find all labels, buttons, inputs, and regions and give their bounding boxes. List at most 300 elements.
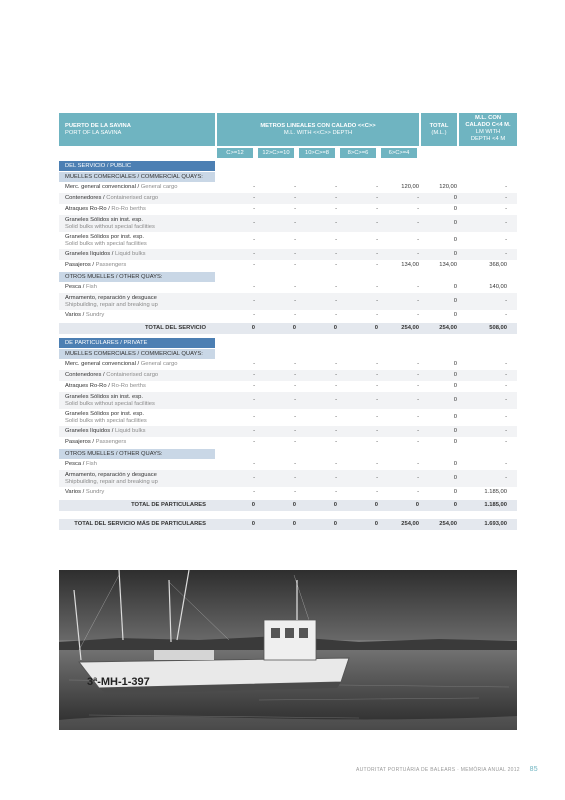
row-value-2: - (335, 237, 337, 243)
row-value-4: - (417, 361, 419, 367)
row-label (65, 260, 126, 271)
row-value-5: 0 (453, 397, 457, 403)
row-label-en: Solid bulks with special facilities (65, 417, 147, 424)
row-value-4: - (417, 383, 419, 389)
row-label-es: Atraques Ro-Ro (65, 383, 107, 389)
row-label (65, 370, 158, 381)
row-value-2: - (335, 312, 337, 318)
row-value-2: - (335, 206, 337, 212)
row-label-separator: / (110, 251, 115, 257)
row-value-3: - (376, 475, 378, 481)
header-total-label (421, 123, 457, 137)
row-label-en: Passengers (95, 439, 127, 445)
row-value-0: - (253, 414, 255, 420)
row-label-en: Fish (85, 461, 97, 467)
row-label-en: Containerised cargo (106, 372, 159, 378)
row-value-1: - (294, 428, 296, 434)
row-value-0: - (253, 195, 255, 201)
row-label-es: Pesca (65, 461, 82, 467)
depth-columns (59, 148, 517, 159)
row-value-5: 0 (453, 312, 457, 318)
row-value-0: - (253, 184, 255, 190)
table-row (59, 470, 517, 487)
row-value-6: - (505, 237, 507, 243)
row-value-2: - (335, 251, 337, 257)
row-value-6: - (505, 383, 507, 389)
row-value-3: - (376, 184, 378, 190)
row-value-5: 0 (453, 461, 457, 467)
table-row (59, 215, 517, 232)
row-value-5: 0 (453, 298, 457, 304)
servicio-otros-es: OTROS MUELLES (65, 274, 115, 280)
total-value-2: 0 (333, 521, 337, 527)
table-row (59, 487, 517, 498)
particulares-otros-rows (59, 459, 517, 498)
grand-total-row (59, 519, 517, 530)
header-port-en: PORT OF LA SAVINA (65, 130, 122, 136)
table-row (59, 182, 517, 193)
row-value-0: - (253, 312, 255, 318)
row-value-6: - (505, 312, 507, 318)
row-value-3: - (376, 206, 378, 212)
row-label-es: Graneles Sólidos sin inst. esp. (65, 393, 143, 400)
row-value-3: - (376, 383, 378, 389)
row-value-5: 0 (453, 439, 457, 445)
row-value-4: 120,00 (401, 184, 419, 190)
row-value-5: 0 (453, 383, 457, 389)
particulares-otros-es: OTROS MUELLES (65, 451, 115, 457)
row-value-4: - (417, 220, 419, 226)
row-value-4: - (417, 237, 419, 243)
header-metros-en: M.L. WITH <<C>> DEPTH (283, 130, 353, 136)
row-value-5: 0 (453, 220, 457, 226)
row-label-separator: / (81, 461, 86, 467)
row-value-2: - (335, 489, 337, 495)
row-value-6: 140,00 (489, 284, 507, 290)
row-value-2: - (335, 397, 337, 403)
header-shallow-label (459, 115, 517, 143)
row-value-0: - (253, 237, 255, 243)
row-label (65, 459, 97, 470)
section-servicio-es: DEL SERVICIO (65, 163, 106, 169)
table-row (59, 310, 517, 321)
row-label-es: Contenedores (65, 195, 102, 201)
total-value-1: 0 (292, 325, 296, 331)
row-label-es: Pasajeros (65, 439, 91, 445)
row-label (65, 359, 177, 370)
particulares-otros-header: OTROS MUELLES / OTHER QUAYS: (59, 449, 215, 459)
total-value-2: 0 (333, 325, 337, 331)
row-value-0: - (253, 298, 255, 304)
row-label-es: Graneles líquidos (65, 428, 111, 434)
row-value-1: - (294, 383, 296, 389)
total-value-4: 0 (415, 502, 419, 508)
total-value-3: 0 (374, 521, 378, 527)
table-row (59, 392, 517, 409)
row-value-4: - (417, 397, 419, 403)
row-label-en: Shipbuilding, repair and breaking up (65, 478, 158, 485)
row-value-6: - (505, 251, 507, 257)
particulares-comerciales-es: MUELLES COMERCIALES (65, 351, 136, 357)
row-value-2: - (335, 439, 337, 445)
row-label-es: Armamento, reparación y desguace (65, 471, 157, 478)
row-value-4: - (417, 428, 419, 434)
row-value-4: - (417, 414, 419, 420)
row-label (65, 234, 147, 248)
row-value-1: - (294, 251, 296, 257)
row-value-6: - (505, 361, 507, 367)
header-ml-en-2: DEPTH <4 M (470, 136, 506, 142)
row-value-0: - (253, 475, 255, 481)
total-value-6: 508,00 (489, 325, 507, 331)
row-value-0: - (253, 220, 255, 226)
table-row (59, 193, 517, 204)
quay-length-table (59, 113, 517, 530)
row-label-en: Passengers (95, 262, 127, 268)
row-value-3: - (376, 284, 378, 290)
row-value-1: - (294, 195, 296, 201)
row-label-separator: / (101, 195, 107, 201)
particulares-comerciales-header: MUELLES COMERCIALES / COMMERCIAL QUAYS: (59, 349, 215, 359)
row-value-4: - (417, 284, 419, 290)
row-label (65, 249, 146, 260)
row-value-1: - (294, 361, 296, 367)
row-label-en: Solid bulks with special facilities (65, 240, 147, 247)
row-label-en: Sundry (85, 312, 105, 318)
row-label (65, 217, 155, 231)
row-label (65, 437, 126, 448)
row-value-5: 0 (453, 361, 457, 367)
row-label-separator: / (90, 262, 96, 268)
header-ml-es-1: M.L. CON (474, 115, 502, 121)
row-value-1: - (294, 262, 296, 268)
row-value-4: - (417, 372, 419, 378)
row-label-en: Ro-Ro berths (111, 383, 146, 389)
row-label-separator: / (81, 312, 86, 318)
row-value-1: - (294, 184, 296, 190)
row-label-separator: / (81, 284, 86, 290)
row-label-es: Pasajeros (65, 262, 91, 268)
row-value-4: - (417, 312, 419, 318)
row-value-2: - (335, 195, 337, 201)
row-value-1: - (294, 372, 296, 378)
row-label-separator: / (106, 383, 112, 389)
row-label (65, 487, 104, 498)
row-value-4: - (417, 206, 419, 212)
row-value-0: - (253, 489, 255, 495)
row-label-en: General cargo (140, 184, 178, 190)
row-label-en: Liquid bulks (114, 428, 146, 434)
total-value-3: 0 (374, 502, 378, 508)
header-port-label (65, 123, 131, 137)
row-label (65, 182, 177, 193)
row-value-0: - (253, 428, 255, 434)
row-label (65, 282, 97, 293)
row-value-6: - (505, 414, 507, 420)
row-label-en: General cargo (140, 361, 178, 367)
servicio-otros-en: OTHER QUAYS: (119, 274, 163, 280)
row-label-en: Sundry (85, 489, 105, 495)
table-header (59, 113, 517, 146)
row-value-6: - (505, 439, 507, 445)
row-value-0: - (253, 251, 255, 257)
servicio-comerciales-es: MUELLES COMERCIALES (65, 174, 136, 180)
row-value-6: 1.185,00 (484, 489, 507, 495)
row-label-separator: / (135, 361, 141, 367)
servicio-comerciales-rows (59, 182, 517, 271)
row-value-2: - (335, 414, 337, 420)
row-value-3: - (376, 489, 378, 495)
row-value-0: - (253, 383, 255, 389)
particulares-comerciales-rows (59, 359, 517, 448)
header-ml-en-1: LM WITH (475, 129, 501, 135)
row-label-es: Graneles Sólidos por inst. esp. (65, 410, 144, 417)
row-value-5: 0 (453, 372, 457, 378)
table-row (59, 437, 517, 448)
table-row (59, 249, 517, 260)
footer-report: MEMÒRIA ANUAL 2012 (460, 767, 520, 773)
row-value-5: 0 (453, 489, 457, 495)
row-value-0: - (253, 439, 255, 445)
total-value-4: 254,00 (401, 325, 419, 331)
table-row (59, 359, 517, 370)
row-value-4: - (417, 298, 419, 304)
row-value-5: 120,00 (439, 184, 457, 190)
row-label-en: Solid bulks without special facilities (65, 223, 155, 230)
row-value-1: - (294, 397, 296, 403)
row-value-2: - (335, 220, 337, 226)
footer-org: AUTORITAT PORTUÀRIA DE BALEARS (356, 767, 456, 773)
row-value-2: - (335, 298, 337, 304)
row-value-1: - (294, 475, 296, 481)
row-label-en: Solid bulks without special facilities (65, 400, 155, 407)
row-value-0: - (253, 206, 255, 212)
row-value-0: - (253, 262, 255, 268)
total-value-5: 254,00 (439, 521, 457, 527)
section-servicio-header: DEL SERVICIO / PUBLIC (59, 161, 215, 171)
depth-col-4: 6>C>=4 (381, 148, 417, 158)
total-value-5: 254,00 (439, 325, 457, 331)
row-label-es: Graneles Sólidos por inst. esp. (65, 233, 144, 240)
particulares-total-label: TOTAL DE PARTICULARES (131, 502, 206, 508)
row-label (65, 295, 158, 309)
row-label (65, 426, 146, 437)
row-value-1: - (294, 439, 296, 445)
depth-col-1: 12>C>=10 (258, 148, 294, 158)
row-value-3: - (376, 428, 378, 434)
row-value-3: - (376, 195, 378, 201)
row-value-2: - (335, 262, 337, 268)
row-value-2: - (335, 372, 337, 378)
row-label-es: Merc. general convencional (65, 361, 136, 367)
header-total-unit: (M.L.) (431, 130, 447, 136)
row-value-1: - (294, 461, 296, 467)
row-value-3: - (376, 251, 378, 257)
row-value-6: - (505, 397, 507, 403)
row-label-es: Graneles Sólidos sin inst. esp. (65, 216, 143, 223)
depth-col-3: 8>C>=6 (340, 148, 376, 158)
row-label-es: Pesca (65, 284, 82, 290)
row-value-0: - (253, 461, 255, 467)
row-value-3: - (376, 262, 378, 268)
total-value-1: 0 (292, 521, 296, 527)
row-value-6: - (505, 298, 507, 304)
row-value-3: - (376, 361, 378, 367)
row-label-es: Varios (65, 489, 82, 495)
total-value-1: 0 (292, 502, 296, 508)
row-label-en: Ro-Ro berths (111, 206, 146, 212)
row-value-4: 134,00 (401, 262, 419, 268)
row-value-3: - (376, 439, 378, 445)
row-value-1: - (294, 489, 296, 495)
section-particulares-es: DE PARTICULARES (65, 340, 119, 346)
row-value-6: - (505, 195, 507, 201)
table-row (59, 293, 517, 310)
harbor-boat-photo (59, 570, 517, 730)
row-label-en: Liquid bulks (114, 251, 146, 257)
depth-col-0: C>=12 (217, 148, 253, 158)
row-label-separator: / (101, 372, 107, 378)
row-label-en: Containerised cargo (106, 195, 159, 201)
row-label-separator: / (135, 184, 141, 190)
total-value-6: 1.185,00 (484, 502, 507, 508)
row-label (65, 381, 146, 392)
row-value-0: - (253, 361, 255, 367)
table-row (59, 232, 517, 249)
row-label-en: Fish (85, 284, 97, 290)
total-value-4: 254,00 (401, 521, 419, 527)
row-value-3: - (376, 461, 378, 467)
row-value-5: 0 (453, 475, 457, 481)
row-value-3: - (376, 312, 378, 318)
row-value-2: - (335, 461, 337, 467)
section-particulares-header: DE PARTICULARES / PRIVATE (59, 338, 215, 348)
row-label (65, 193, 158, 204)
row-label-en: Shipbuilding, repair and breaking up (65, 301, 158, 308)
total-value-5: 0 (453, 502, 457, 508)
row-label-separator: / (106, 206, 112, 212)
row-value-5: 134,00 (439, 262, 457, 268)
row-value-1: - (294, 237, 296, 243)
row-value-5: 0 (453, 284, 457, 290)
row-label-es: Varios (65, 312, 82, 318)
row-value-6: - (505, 206, 507, 212)
row-value-5: 0 (453, 251, 457, 257)
row-value-5: 0 (453, 237, 457, 243)
row-label-es: Atraques Ro-Ro (65, 206, 107, 212)
header-port-es: PUERTO DE LA SAVINA (65, 123, 131, 129)
row-label-es: Contenedores (65, 372, 102, 378)
row-value-6: - (505, 475, 507, 481)
servicio-otros-header: OTROS MUELLES / OTHER QUAYS: (59, 272, 215, 282)
section-particulares-en: PRIVATE (123, 340, 148, 346)
header-metros-es: METROS LINEALES CON CALADO <<C>> (260, 123, 376, 129)
particulares-comerciales-en: COMMERCIAL QUAYS: (140, 351, 203, 357)
particulares-otros-en: OTHER QUAYS: (119, 451, 163, 457)
row-value-5: 0 (453, 414, 457, 420)
row-label (65, 394, 155, 408)
header-ml-es-2: CALADO C<4 M. (465, 122, 511, 128)
table-row (59, 260, 517, 271)
row-value-5: 0 (453, 428, 457, 434)
table-row (59, 204, 517, 215)
row-label-es: Merc. general convencional (65, 184, 136, 190)
table-row (59, 426, 517, 437)
row-label (65, 472, 158, 486)
table-row (59, 381, 517, 392)
row-value-6: - (505, 220, 507, 226)
row-value-4: - (417, 439, 419, 445)
page-footer (356, 766, 538, 773)
table-row (59, 282, 517, 293)
row-value-6: - (505, 428, 507, 434)
servicio-total-row (59, 323, 517, 334)
row-value-4: - (417, 461, 419, 467)
particulares-total-row (59, 500, 517, 511)
section-servicio-en: PUBLIC (110, 163, 132, 169)
total-value-0: 0 (251, 325, 255, 331)
row-label-es: Graneles líquidos (65, 251, 111, 257)
header-total-es: TOTAL (429, 123, 449, 129)
row-value-2: - (335, 475, 337, 481)
page-number: 85 (529, 766, 538, 773)
row-value-3: - (376, 414, 378, 420)
row-value-3: - (376, 237, 378, 243)
row-value-4: - (417, 489, 419, 495)
row-value-0: - (253, 397, 255, 403)
row-value-5: 0 (453, 195, 457, 201)
total-value-6: 1.693,00 (484, 521, 507, 527)
row-value-3: - (376, 397, 378, 403)
row-label (65, 204, 146, 215)
footer-separator: · (457, 767, 461, 773)
row-label (65, 310, 104, 321)
boat-registration: 3ª-MH-1-397 (87, 676, 150, 688)
total-value-3: 0 (374, 325, 378, 331)
row-value-2: - (335, 284, 337, 290)
row-value-6: - (505, 184, 507, 190)
row-value-3: - (376, 298, 378, 304)
row-value-3: - (376, 372, 378, 378)
row-value-1: - (294, 206, 296, 212)
row-value-2: - (335, 428, 337, 434)
row-value-4: - (417, 195, 419, 201)
table-row (59, 409, 517, 426)
depth-col-2: 10>C>=8 (299, 148, 335, 158)
row-value-2: - (335, 383, 337, 389)
row-value-4: - (417, 251, 419, 257)
row-label (65, 411, 147, 425)
row-value-6: 368,00 (489, 262, 507, 268)
row-label-separator: / (110, 428, 115, 434)
row-value-4: - (417, 475, 419, 481)
table-row (59, 370, 517, 381)
row-value-6: - (505, 461, 507, 467)
row-value-1: - (294, 284, 296, 290)
servicio-comerciales-header: MUELLES COMERCIALES / COMMERCIAL QUAYS: (59, 172, 215, 182)
servicio-otros-rows (59, 282, 517, 321)
table-row (59, 459, 517, 470)
row-value-2: - (335, 361, 337, 367)
total-value-0: 0 (251, 521, 255, 527)
servicio-total-label: TOTAL DEL SERVICIO (145, 325, 206, 331)
row-label-separator: / (81, 489, 86, 495)
servicio-comerciales-en: COMMERCIAL QUAYS: (140, 174, 203, 180)
row-value-1: - (294, 414, 296, 420)
row-label-es: Armamento, reparación y desguace (65, 294, 157, 301)
header-depth-label (217, 123, 419, 137)
total-value-2: 0 (333, 502, 337, 508)
